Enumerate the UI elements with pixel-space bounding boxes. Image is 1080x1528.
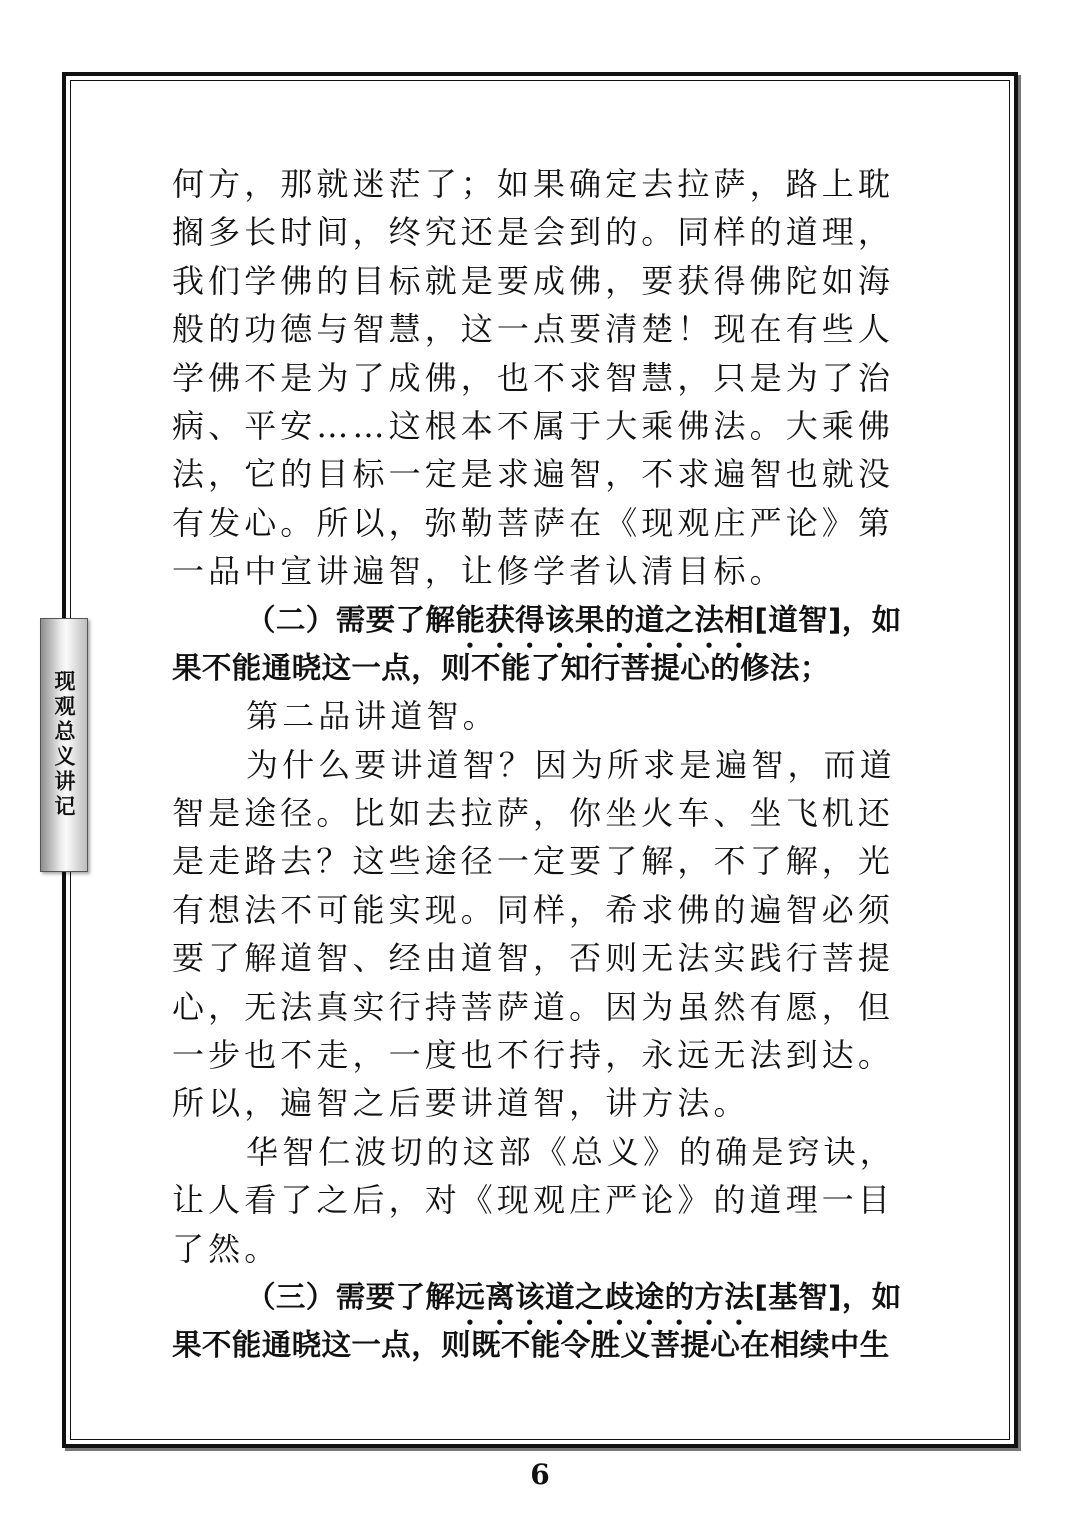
section-heading-2-cont: 果不能通晓这一点，则不能了知行菩提心的修法； [172,650,830,685]
page-number: 6 [530,1458,550,1491]
section-heading-3-cont: 果不能通晓这一点，则既不能令胜义菩提心在相续中生 [172,1328,890,1363]
body-line: 是走路去？这些途径一定要了解，不了解，光 [172,842,895,881]
heading-2-suffix: [道智]，如 [754,602,902,637]
body-line: 我们学佛的目标就是要成佛，要获得佛陀如海 [172,261,895,300]
body-line: 搁多长时间，终究还是会到的。同样的道理， [172,213,895,252]
body-line: 何方，那就迷茫了；如果确定去拉萨，路上耽 [172,165,895,203]
body-line: 要了解道智、经由道智，否则无法实践行菩提 [172,939,895,978]
body-line: 有想法不可能实现。同样，希求佛的遍智必须 [172,890,895,929]
body-line: 有发心。所以，弥勒菩萨在《现观庄严论》第 [172,503,895,542]
body-line: 学佛不是为了成佛，也不求智慧，只是为了治 [172,358,895,397]
paragraph-3-first-line: 为什么要讲道智？因为所求是遍智，而道 [246,745,896,784]
heading-3-prefix: （三）需要了解 [246,1279,456,1314]
heading-3-suffix: [基智]，如 [754,1279,902,1314]
section-heading-3 [172,1273,902,1321]
body-line: 法，它的目标一定是求遍智，不求遍智也就没 [172,455,895,494]
side-tab-title: 现观总义讲记 [52,670,77,820]
heading-2-prefix: （二）需要了解 [246,602,456,637]
paragraph-2: 第二品讲道智。 [246,697,499,736]
body-line: 病、平安……这根本不属于大乘佛法。大乘佛 [172,406,895,445]
body-line: 了然。 [172,1229,281,1268]
body-line: 心，无法真实行持菩萨道。因为虽然有愿，但 [172,987,895,1026]
section-heading-2 [172,596,902,644]
body-line: 所以，遍智之后要讲道智，讲方法。 [172,1084,750,1123]
heading-3-emphasis: 远离该道之歧途的方法 [455,1279,755,1314]
paragraph-4-first-line: 华智仁波切的这部《总义》的确是窍诀， [246,1132,896,1171]
body-line: 让人看了之后，对《现观庄严论》的道理一目 [172,1181,895,1220]
heading-2-emphasis: 能获得该果的道之法相 [455,602,755,637]
body-content [172,160,902,1370]
body-line: 一品中宣讲遍智，让修学者认清目标。 [172,552,786,591]
body-line: 般的功德与智慧，这一点要清楚！现在有些人 [172,310,895,349]
body-line: 一步也不走，一度也不行持，永远无法到达。 [172,1036,895,1075]
side-tab [40,618,88,872]
body-line: 智是途径。比如去拉萨，你坐火车、坐飞机还 [172,794,895,833]
